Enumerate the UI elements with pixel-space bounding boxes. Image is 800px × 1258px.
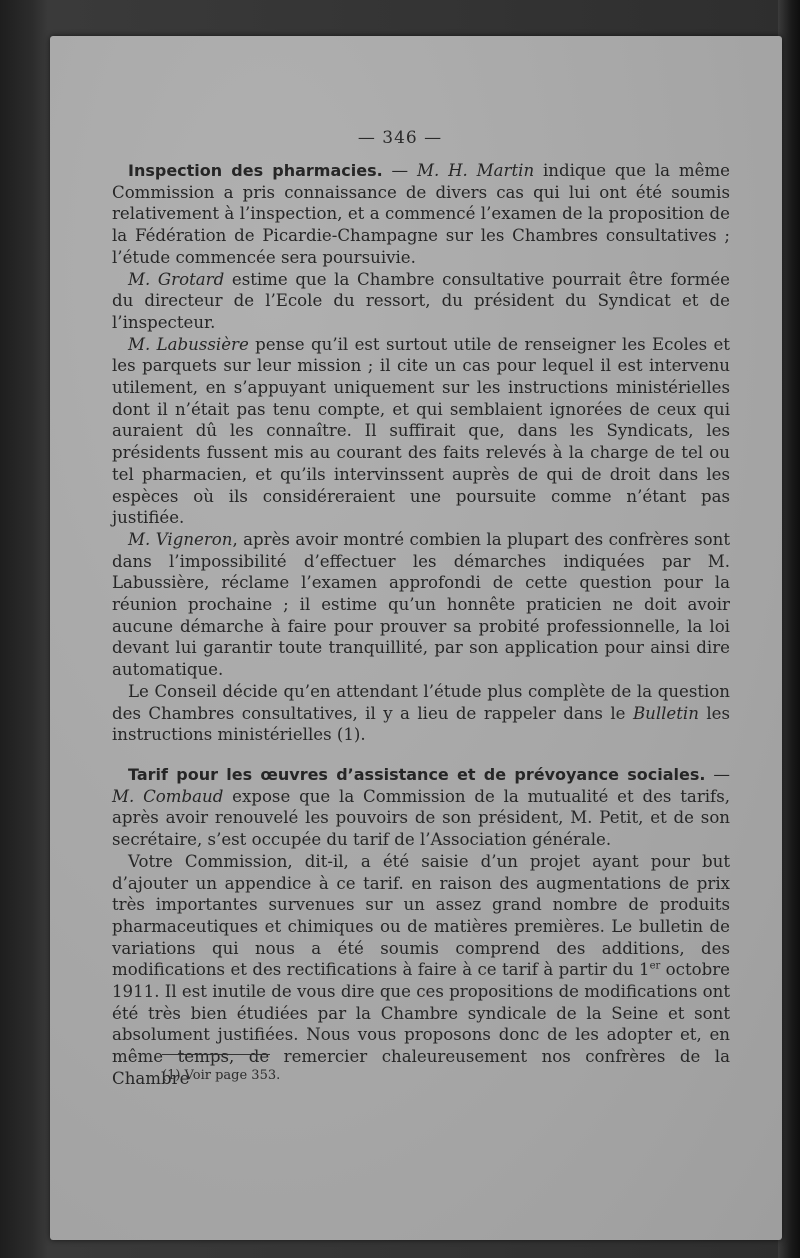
ordinal-superscript: er xyxy=(649,960,661,972)
body-text xyxy=(112,160,730,1090)
page-number: — 346 — xyxy=(357,128,443,148)
paragraph-grotard: M. Grotard estime que la Chambre consultative pourrait être formée du directeur de l’Ecole du ressort, du président du Syndicat et de l’inspecteur. xyxy=(112,269,730,332)
speaker-name: M. H. Martin xyxy=(416,161,535,180)
speaker-name: M. Grotard xyxy=(128,269,225,289)
section-heading: Tarif pour les œuvres d’assistance et de prévoyance sociales. xyxy=(128,764,706,784)
paragraph-commission: Votre Commission, dit-il, a été saisie d’un projet ayant pour but d’ajouter un appendice à ce tarif. en raison des augmentations de prix très importantes survenues sur un assez grand nombre de produits pharmaceutiques et chimiques ou de matières premières. Le bulletin de variations qui nous a été soumis comprend des additions, des modifications et des rectifications à faire à ce tarif à partir du 1er octobre 1911. Il est inutile de vous dire que ces propositions de modifications ont été très bien étudiées par la Chambre syndicale de la Seine et sont absolument justifiées. Nous vous proposons donc de les adopter et, en même temps, de remercier chaleureusement nos confrères de la Chambre xyxy=(112,851,730,1088)
footnote-separator xyxy=(162,1054,270,1055)
speaker-name: M. Vigneron xyxy=(128,529,233,549)
paragraph-conseil: Le Conseil décide qu’en attendant l’étude plus complète de la question des Chambres consultatives, il y a lieu de rappeler dans le Bulletin les instructions ministérielles (1). xyxy=(112,681,731,745)
paragraph-labussiere: M. Labussière pense qu’il est surtout utile de renseigner les Ecoles et les parquets sur leur mission ; il cite un cas pour lequel il est intervenu utilement, en s’appuyant uniquement sur les instructions ministérielles dont il n’était pas tenu compte, et qui semblaient ignorées de ceux qui auraient dû les connaître. Il suffirait que, dans les Syndicats, les présidents fussent mis au courant des faits relevés à la charge de tel ou tel pharmacien, et qu’ils intervinssent auprès de qui de droit dans les espèces où ils considéreraient une poursuite comme n’étant pas justifiée. xyxy=(112,334,730,528)
section-spacer xyxy=(112,746,730,764)
bulletin-title: Bulletin xyxy=(632,703,699,723)
paragraph-inspection: Inspection des pharmacies. — M. H. Martin indique que la même Commission a pris connaissance de divers cas qui lui ont été soumis relativement à l’inspection, et a commencé l’examen de la proposition de la Fédération de Picardie-Champagne sur les Chambres consultatives ; l’étude commencée sera poursuivie. xyxy=(112,161,731,267)
speaker-name: M. Labussière xyxy=(128,334,249,354)
section-heading: Inspection des pharmacies. xyxy=(128,161,383,180)
speaker-name: M. Combaud xyxy=(112,786,224,806)
paragraph-vigneron: M. Vigneron, après avoir montré combien la plupart des confrères sont dans l’impossibilité d’effectuer les démarches indiquées par M. Labussière, réclame l’examen approfondi de cette question pour la réunion prochaine ; il estime qu’un honnête praticien ne doit avoir aucune démarche à faire pour prouver sa probité professionnelle, la loi devant lui garantir toute tranquillité, par son application pour ainsi dire automatique. xyxy=(112,529,731,680)
paragraph-tarif: Tarif pour les œuvres d’assistance et de prévoyance sociales. — M. Combaud expose que la Commission de la mutualité et des tarifs, après avoir renouvelé les pouvoirs de son président, M. Petit, et de son secrétaire, s’est occupée du tarif de l’Association générale. xyxy=(112,764,731,850)
footnote: (1) Voir page 353. xyxy=(162,1068,281,1083)
